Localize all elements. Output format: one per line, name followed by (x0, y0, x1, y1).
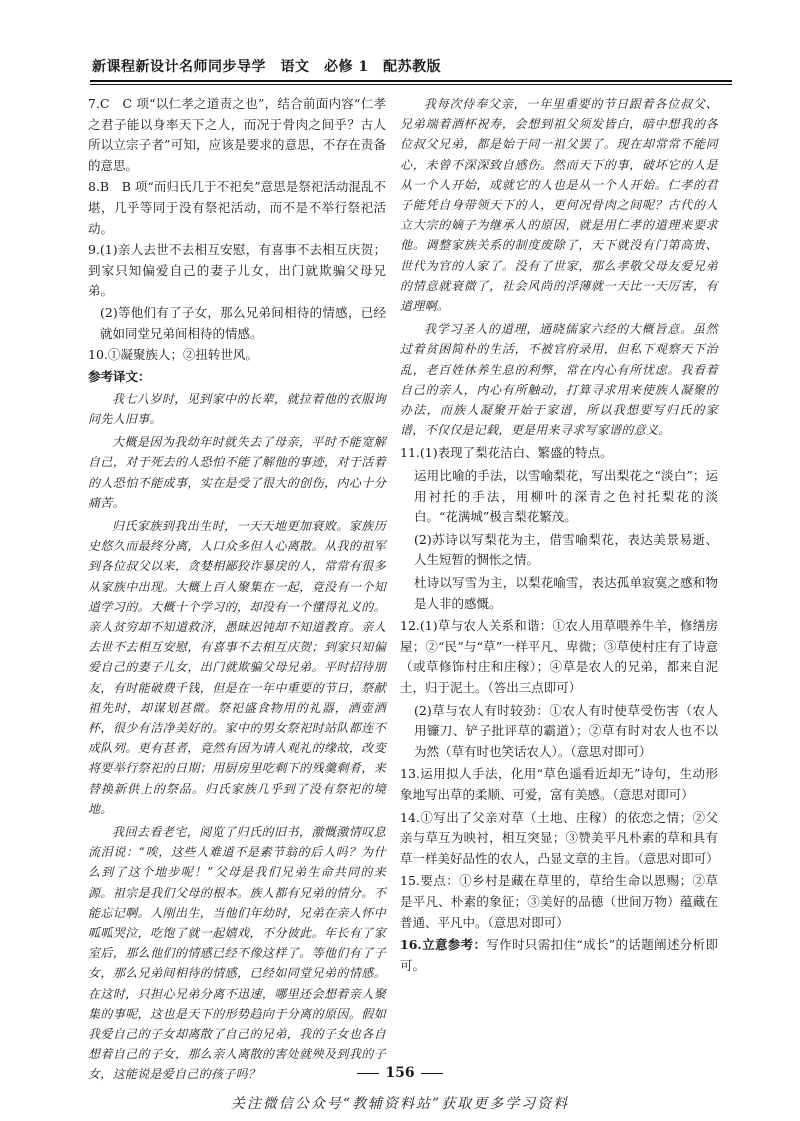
answer-11-explanation: 运用比喻的手法，以雪喻梨花，写出梨花之“淡白”；运用衬托的手法，用柳叶的深青之色衬托梨花的淡白。“花满城”极言梨花繁茂。 (414, 468, 718, 525)
answer-16 (400, 935, 718, 976)
answer-12-part2: (2)草与农人有时较劲：①农人有时使草受伤害（农人用镰刀、铲子批评草的霸道）；②草有时对农人也不以为然（草有时也笑话农人）。（意思对即可） (414, 702, 718, 759)
translation-paragraph: 大概是因为我幼年时就失去了母亲，平时不能宽解自己，对于死去的人恐怕不能了解他的事迹，对于活着的人恐怕不能成事，实在是受了很大的创伤，内心十分痛苦。 (88, 435, 386, 510)
answer-13: 13.运用拟人手法，化用“草色遥看近却无”诗句，生动形象地写出草的柔顺、可爱，富有美感。（意思对即可） (400, 766, 718, 802)
translation-paragraph: 我学习圣人的道理，通晓儒家六经的大概旨意。虽然过着贫困简朴的生活，不被官府录用，但私下观察天下治乱，老百姓休养生息的利弊，常在内心有所忧虑。我看着自己的亲人，内心有所触动，打算寻求用来使族人凝聚的办法，而族人凝聚开始于家谱，所以我想要写归氏的家谱，不仅仅是记载，更是用来寻求写家谱的意义。 (400, 322, 718, 438)
answer-12-part1: 12.(1)草与农人关系和谐：①农人用草喂养牛羊，修缮房屋；②“民”与“草”一样平凡、卑微；③草使村庄有了诗意（或草修饰村庄和庄稼）；④草是农人的兄弟，都来自泥土，归于泥土。（答出三点即可） (400, 618, 718, 695)
left-column (88, 94, 386, 1088)
answer-11-du-poem: 杜诗以写雪为主，以梨花喻雪，表达孤单寂寞之感和物是人非的感慨。 (414, 575, 718, 611)
header-rule (90, 80, 732, 82)
answer-15: 15.要点：①乡村是藏在草里的，草给生命以恩赐；②草是平凡、朴素的象征；③美好的品德（世间万物）蕴藏在普通、平凡中。（意思对即可） (400, 873, 718, 930)
translation-paragraph: 我七八岁时，见到家中的长辈，就拉着他的衣服询问先人旧事。 (88, 391, 386, 426)
page-number-dash-right (421, 1073, 443, 1074)
page-header: 新课程新设计名师同步导学 语文 必修 1 配苏教版 (92, 59, 442, 75)
reference-translation-heading: 参考译文： (88, 368, 151, 384)
answer-9-part2: (2)等他们有了子女，那么兄弟间相待的情感，已经就如同堂兄弟间相待的情感。 (100, 304, 386, 341)
answer-7: 7.C C 项“以仁孝之道责之也”，结合前面内容“仁孝之君子能以身率天下之人，而况于骨肉之间乎？古人所以立宗子者”可知，应该是要求的意思，不存在责备的意思。 (88, 96, 386, 173)
page-number-value: 156 (385, 1065, 415, 1081)
right-column (400, 94, 718, 978)
answer-11-part2: (2)苏诗以写梨花为主，借雪喻梨花，表达美景易逝、人生短暂的惆怅之情。 (414, 531, 718, 568)
answer-16-text: 写作时只需扣住“成长”的话题阐述分析即可。 (400, 937, 718, 973)
header-rule-thin (90, 84, 732, 85)
translation-paragraph: 我回去看老宅，阅览了归氏的旧书，激慨激情叹息流泪说：“唉，这些人难道不是素节翁的后人吗？为什么到了这个地步呢！”父母是我们兄弟生命共同的来源。祖宗是我们父母的根本。族人都有兄弟的情分。不能忘记啊。人刚出生，当他们年幼时，兄弟在亲人怀中呱呱哭泣，吃饱了就一起嬉戏，不分彼此。年长有了家室后，那么他们的情感已经不像这样了。等他们有了子女，那么兄弟间相待的情感，已经如同堂兄弟的情感。在这时，只担心兄弟分离不迅速，哪里还会想着亲人聚集的事呢，这也是天下的形势趋向于分离的原因。假如我爱自己的子女却离散了自己的兄弟，我的子女也各自想着自己的子女，那么亲人离散的害处就殃及到我的子女，这能说是爱自己的孩子吗？ (88, 824, 386, 1082)
answer-8: 8.B B 项“而归氏几于不祀矣”意思是祭祀活动混乱不堪，几乎等同于没有祭祀活动，而不是不举行祭祀活动。 (88, 179, 386, 236)
answer-9-part1: 9.(1)亲人去世不去相互安慰，有喜事不去相互庆贺；到家只知偏爱自己的妻子儿女，出门就欺骗父母兄弟。 (88, 242, 386, 299)
translation-paragraph: 归氏家族到我出生时，一天天地更加衰败。家族历史悠久而最终分离，人口众多但人心离散。从我的祖军到各位叔父以来，贪婪相鄙狡诈暴戾的人，常常有很多从家族中出现。大概上百人聚集在一起，竟没有一个知道学习的。大概十个学习的，却没有一个懂得礼义的。亲人贫穷却不知道救济，愚昧迟钝却不知道教育。亲人去世不去相互安慰，有喜事不去相互庆贺；到家只知偏爱自己的妻子儿女，出门就欺骗父母兄弟。平时招待朋友，有时能破费千钱，但是在一年中重要的节日，祭献祖先时，却谋划甚微。祭祀盛食物用的礼器，酒壶酒杯，很少有洁净美好的。家中的男女祭祀时站队都连不成队列。更有甚者，竟然有因为请人观礼的缘故，改变将要举行祭祀的日期；用厨房里吃剩下的残羹剩肴，来替换新供上的祭品。归氏家族几乎到了没有祭祀的境地。 (88, 518, 386, 816)
answer-11-part1: 11.(1)表现了梨花洁白、繁盛的特点。 (400, 445, 613, 461)
answer-14: 14.①写出了父亲对草（土地、庄稼）的依恋之情；②父亲与草互为映衬，相互突显；③赞美平凡朴素的草和具有草一样美好品性的农人，凸显文章的主旨。（意思对即可） (400, 809, 719, 866)
answer-16-label: 16.立意参考： (400, 937, 487, 953)
page-number (0, 1065, 800, 1081)
footer-note: 关注微信公众号“教辅资料站”获取更多学习资料 (230, 1096, 570, 1112)
page-number-dash-left (357, 1073, 379, 1074)
answer-10: 10.①凝聚族人；②扭转世风。 (88, 347, 258, 363)
translation-paragraph: 我每次侍奉父亲，一年里重要的节日跟着各位叔父、兄弟端着酒杯祝寿，会想到祖父须发皆白，暗中想我的各位叔父兄弟，都是始于同一祖父罢了。现在却常常不能同心，未曾不深深致自感伤。然而天下的事，破坏它的人是从一个人开始，成就它的人也是从一个人开始。仁孝的君子能凭自身带领天下的人，更何况骨肉之间呢？古代的人立大宗的嫡子为继承人的原因，就是用仁孝的道理来要求他。调整家族关系的制度废除了，天下就没有门第高贵、世代为官的人家了。没有了世家，那么孝敬父母友爱兄弟的情意就衰微了，社会风尚的浮薄就一天比一天厉害，有道理啊。 (400, 97, 718, 314)
